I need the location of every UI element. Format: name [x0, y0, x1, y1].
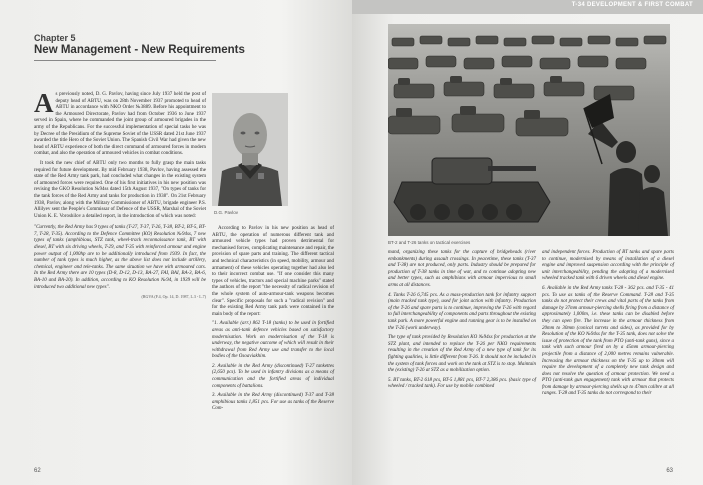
- page-number-left: 62: [34, 468, 41, 474]
- left-column-1: [34, 88, 206, 301]
- running-head-text: T-34 DEVELOPMENT & FIRST COMBAT: [571, 2, 693, 8]
- tanks-photo: [388, 24, 670, 236]
- right-col2-para2: 6. Available in the Red Army tanks T-28 - 362 pcs. and T-35 - 41 pcs. To use as tanks of the Reserve Command. T-28 and T-35 tanks do not protect their crews and vital parts of the tanks from damage by 37mm armour-piercing shells firing from a distance of approximately 1,000m, i.e. these tanks can be disabled before they can open fire. The increase in the armour thickness from 20mm to 30mm (conical turrets and sides), as provided for by Resolution of the KO №94ss for the T-35 tank, does not solve the issue of protection of the tank from PTO (anti-tank guns), since a tank with such armour fired on by a 45mm armour-piercing projectile from a distance of 2,000 metres remains vulnerable. Increasing the armour thickness on the T-35 up to 30mm will require the development of a completely new tank design and does not resolve the question of armour protection. We need a PTO (anti-tank gun engagement) tank with armour that protects from damage by armour-piercing shells up to 47mm calibre at all ranges. T-28 and T-35 tanks do not correspond to their: [542, 285, 674, 397]
- quote-source: (RGVA (F.4, Op. 14, D. 1987, L.3 - L.7): [141, 294, 206, 300]
- right-col1-para1: mand, organizing these tanks for the capture of bridgeheads (river embankments) during assault crossings. In peacetime, these tanks (T-37 and T-38) are not produced, only parts. Industry should be prepared for production of T-38 tanks in time of war, and to continue adopting new and better types, such as amphibians with armour impervious to small arms at all distances.: [388, 250, 536, 288]
- chapter-title: New Management - New Requirements: [34, 44, 245, 56]
- report-quote: "Currently, the Red Army has 9 types of tanks (T-27, T-37, T-26, T-38, BT-2, BT-5, BT-7, T-28, T-35). According to the Defence Committee (KO) Resolution №94ss, 7 new types of tanks (amphibious, STZ tank, wheel-track reconnaissance tank, BT with diesel, BT with six driving wheels, T-29, and T-35 with reinforced armour and engine power output of 1,000hp are to be additionally introduced from 1939. In fact, the number of tank types is much higher, as the above list does not include artillery, chemical, engineer and tele-tanks. The same situation we have with armoured cars. In the Red Army there are 10 types (D-8, D-12, D-13, BA-27, FAI, BAI, BA-3, BA-6, BA-10 and BA-20). In addition, according to KO Resolution №94, in 1939 will be introduced two additional new types".: [34, 225, 206, 290]
- portrait-caption: D.G. Pavlov: [214, 210, 239, 215]
- right-col1-para4: 5. BT tanks, BT-2 618 pcs, BT-5 1,881 pcs, BT-7 2,386 pcs. (basic type of wheeled / tracked tank). For use by mobile combined: [388, 377, 536, 390]
- intro-paragraph: s previously noted, D. G. Pavlov, having since July 1937 held the post of deputy head of ABTU, was on 28th November 1937 promoted to head of ABTU in accordance with NKO Order №3889. Before his appointment to the Armoured Directorate, Pavlov had from October 1936 to June 1937 served in Spain, where he commanded the joint group of armoured brigades in the army of the Republicans. For the successful implementation of special tasks he was by Decree of the Presidium of the Supreme Soviet of the USSR dated 21st June 1937 awarded the title Hero of the Soviet Union. The Spanish Civil War had given the new head of ABTU experience of both the direct command of armoured forces in modern combat, and also the operation of armoured vehicles in combat conditions.: [34, 92, 206, 157]
- running-header: [352, 0, 703, 14]
- right-column-2: [542, 250, 674, 401]
- report-item-3: 3. Available in the Red Army (discontinued) T-37 and T-38 amphibious tanks 1,851 pcs. For use as tanks of the Reserve Com-: [212, 393, 334, 412]
- col2-paragraph: According to Pavlov in his new position as head of ABTU, the operation of numerous different tank and armoured vehicle types had proven detrimental for mechanised forces, complicating maintenance and repair, the provision of spare parts and training. The different tactical and technical characteristics (in speed, mobility, armour and armament) of these vehicles operating together had also led to their incorrect combat use. "If one consider this many types of vehicles, tractors and special machine parks" stated the authors of the report "the necessity of radical revision of the whole system of auto-armour-tank weapons becomes clear". Specific proposals for such a "radical revision" and for the existing Red Army tank park were contained in the main body of the report:: [212, 226, 334, 317]
- chapter-label: Chapter 5: [34, 33, 76, 43]
- page-number-right: 63: [666, 468, 673, 474]
- pavlov-portrait: [212, 93, 288, 206]
- title-rule: [34, 60, 216, 61]
- report-item-2: 2. Available in the Red Army (discontinued) T-27 tankettes (2,650 pcs). To be used in infantry divisions as a means of communication and the fortified areas of individual components of battalions.: [212, 363, 334, 389]
- second-paragraph: It took the new chief of ABTU only two months to fully grasp the main tasks required for future development. By mid February 1938, Pavlov, having assessed the state of the Red Army tank park, had concluded what changes in the existing system of armoured forces were required. One of his first initiatives in his new position was revising the GKO Resolution №94ss dated 15th August 1937, "On types of tanks for the tank forces of the Red Army and tanks for production in 1938". On 21st February 1938, Pavlov, along with the Military Commissioner of ABTU, brigade engineer P.S. Allilyev sent the People's Commissar of Defence of the USSR, Marshal of the Soviet Union K. E. Voroshilov a detailed report, in the introduction of which was noted:: [34, 160, 206, 219]
- photo-caption: BT-2 and T-26 tanks on tactical exercises: [388, 240, 471, 245]
- dropcap: A: [34, 88, 54, 118]
- right-col1-para2: 4. Tanks T-26 6,745 pcs. As a mass-production tank for infantry support (main tracked tank type), used for joint action with infantry. Production of the T-26 and spare parts is to continue, improving the T-26 with regard to full interchangeability of components and parts throughout the existing tank park. A more powerful engine and running gear is to be installed on the T-26 (work underway).: [388, 292, 536, 331]
- right-col1-para3: The type of tank provided by Resolution KO №94ss for production at the STZ plant, and intended to replace the T-26 per NKO requirements resulting in the creation of the Red Army of a new type of tank for its fighting qualities, is little different from T-26. It should not be included in the system of tank forces and work on the tank at STZ is to stop. Maintain the (existing) T-26 at STZ as a mobilization option.: [388, 335, 536, 374]
- left-column-2: [212, 226, 334, 416]
- right-col2-para1: and independent forces. Production of BT tanks and spare parts to continue, modernised by means of installation of a diesel engine and improved suspension according with the principle of unit interchangeability, pending the adopting of a modernised wheeled tracked tank with 6 driven wheels and diesel engine.: [542, 250, 674, 282]
- report-item-1: "1. Available (arr.) 862 T-18 (tanks) to be used in fortified areas as anti-tank defence vehicles based on satisfactory modernisation. Work on modernisation of the T-18 is underway, the negative outcome of which will result in their withdrawal from Red Army use and transfer to the local bodies of the Osoaviakhim.: [212, 321, 334, 360]
- right-column-1: [388, 250, 536, 394]
